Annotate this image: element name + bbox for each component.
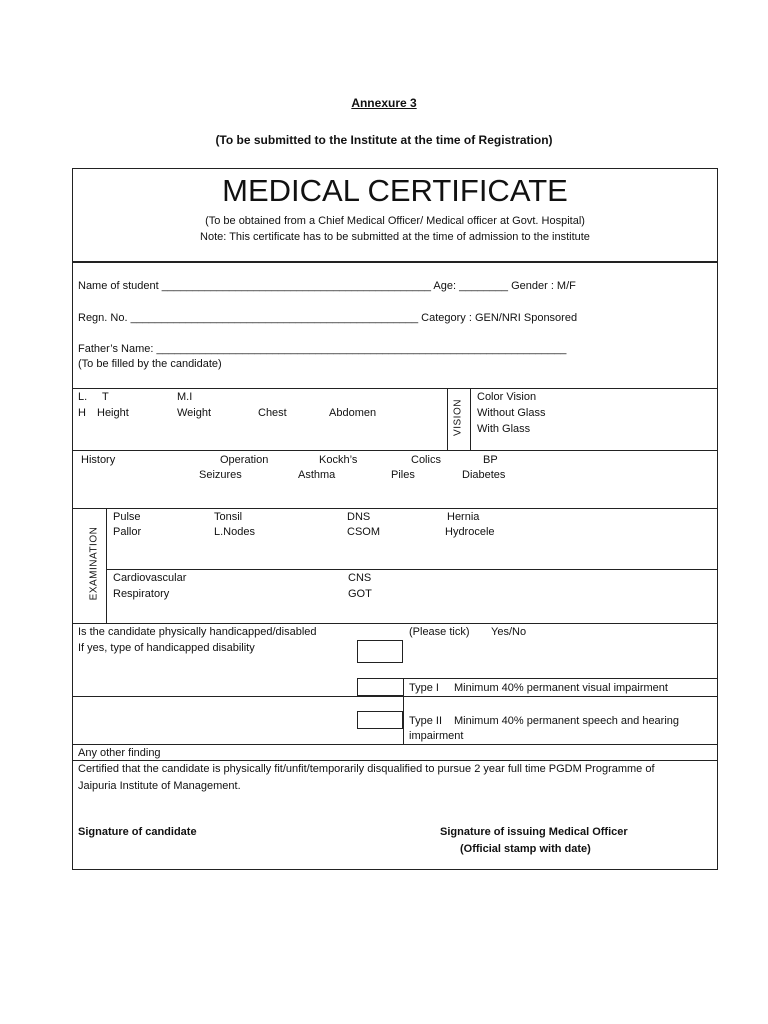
type2-label: Type II — [409, 715, 443, 727]
divider — [72, 450, 718, 451]
handicap-tick-box[interactable] — [357, 640, 403, 663]
divider — [106, 569, 718, 570]
certified-text: Certified that the candidate is physically fit/unfit/temporarily disqualified to pursue 2 year full time PGDM Programme of — [78, 763, 655, 775]
label-got: GOT — [348, 588, 372, 600]
handicap-question: Is the candidate physically handicapped/disabled — [78, 626, 317, 638]
label-respiratory: Respiratory — [113, 588, 170, 600]
label-height: Height — [97, 407, 129, 419]
without-glass: Without Glass — [477, 407, 546, 419]
divider — [357, 678, 718, 679]
label-diabetes: Diabetes — [462, 469, 506, 481]
please-tick: (Please tick) — [409, 626, 470, 638]
type2-description-cont: impairment — [409, 730, 464, 742]
type1-description: Minimum 40% permanent visual impairment — [454, 682, 668, 694]
label-hernia: Hernia — [447, 511, 480, 523]
color-vision: Color Vision — [477, 391, 537, 403]
regn-no-field[interactable]: Regn. No. _______________________________________________ Category : GEN/NRI Sponsored — [78, 312, 578, 324]
divider — [403, 696, 404, 744]
subtitle-obtain: (To be obtained from a Chief Medical Officer/ Medical officer at Govt. Hospital) — [205, 215, 585, 227]
certified-text-cont: Jaipuria Institute of Management. — [78, 780, 241, 792]
label-tonsil: Tonsil — [214, 511, 243, 523]
filled-by-candidate: (To be filled by the candidate) — [78, 358, 222, 370]
vision-divider-right — [470, 388, 471, 450]
label-csom: CSOM — [347, 526, 380, 538]
label-hydrocele: Hydrocele — [445, 526, 495, 538]
label-asthma: Asthma — [298, 469, 336, 481]
label-weight: Weight — [177, 407, 212, 419]
other-finding: Any other finding — [78, 747, 161, 759]
label-piles: Piles — [391, 469, 415, 481]
divider — [72, 623, 718, 624]
vision-divider-left — [447, 388, 448, 450]
official-stamp: (Official stamp with date) — [460, 843, 591, 855]
signature-candidate: Signature of candidate — [78, 826, 197, 838]
page-title: MEDICAL CERTIFICATE — [222, 173, 568, 208]
student-name-field[interactable]: Name of student ____________________________________________ Age: ________ Gender : M/F — [78, 280, 576, 292]
label-colics: Colics — [411, 454, 441, 466]
submission-note: (To be submitted to the Institute at the time of Registration) — [215, 133, 553, 147]
yes-no: Yes/No — [491, 626, 527, 638]
vision-label: VISION — [452, 399, 464, 436]
divider — [72, 508, 718, 509]
type2-tick-box[interactable] — [357, 711, 403, 729]
type1-tick-box[interactable] — [357, 678, 404, 696]
type1-label: Type I — [409, 682, 439, 694]
label-lnodes: L.Nodes — [214, 526, 255, 538]
label-h: H — [78, 407, 86, 419]
father-name-field[interactable]: Father’s Name: ___________________________________________________________________ — [78, 343, 567, 355]
handicap-type-question: If yes, type of handicapped disability — [78, 642, 255, 654]
exam-divider — [106, 508, 107, 623]
label-seizures: Seizures — [199, 469, 242, 481]
subtitle-note: Note: This certificate has to be submitted at the time of admission to the institute — [200, 231, 590, 243]
label-operation: Operation — [220, 454, 269, 466]
divider — [72, 760, 718, 761]
label-dns: DNS — [347, 511, 371, 523]
divider — [72, 388, 718, 389]
label-chest: Chest — [258, 407, 287, 419]
label-kockhs: Kockh’s — [319, 454, 358, 466]
annexure-label: Annexure 3 — [351, 96, 417, 110]
with-glass: With Glass — [477, 423, 531, 435]
label-pulse: Pulse — [113, 511, 141, 523]
label-t: T — [102, 391, 109, 403]
signature-officer: Signature of issuing Medical Officer — [440, 826, 628, 838]
label-abdomen: Abdomen — [329, 407, 377, 419]
label-cardiovascular: Cardiovascular — [113, 572, 187, 584]
label-cns: CNS — [348, 572, 372, 584]
label-pallor: Pallor — [113, 526, 142, 538]
label-bp: BP — [483, 454, 498, 466]
examination-label: EXAMINATION — [88, 526, 100, 601]
divider — [72, 696, 718, 697]
type2-description: Minimum 40% permanent speech and hearing — [454, 715, 680, 727]
label-l: L. — [78, 391, 88, 403]
divider — [72, 744, 718, 745]
label-mi: M.I — [177, 391, 193, 403]
label-history: History — [81, 454, 116, 466]
